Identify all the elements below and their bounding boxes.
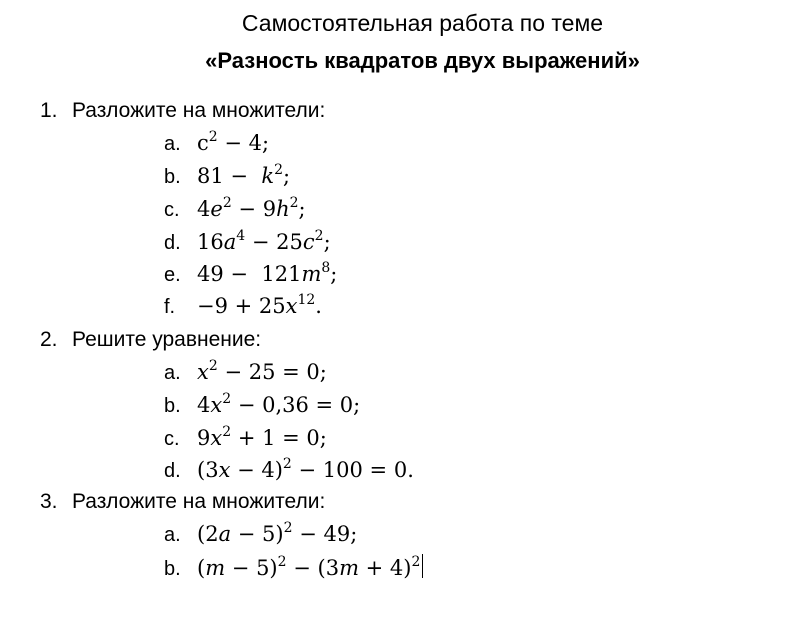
math-expression: $(3x - 4)^2 - 100 = 0$. — [197, 456, 414, 482]
task-2-item-a — [164, 360, 327, 388]
task-2-item-b — [164, 393, 360, 421]
item-label: c. — [164, 199, 180, 221]
item-label: d. — [164, 460, 181, 482]
task-1-item-a — [164, 131, 269, 159]
math-expression: $81 - k^2$; — [197, 162, 291, 188]
task-1-heading — [40, 99, 325, 123]
task-number: 3. — [40, 490, 58, 513]
task-text: Решите уравнение: — [72, 328, 262, 351]
math-expression: $16a^4 - 25c^2$; — [197, 228, 331, 254]
task-2-item-c — [164, 426, 327, 454]
text-cursor — [422, 554, 423, 578]
item-label: b. — [164, 395, 181, 417]
item-label: f. — [164, 296, 176, 318]
math-expression: $(2a - 5)^2 - 49$; — [197, 520, 358, 546]
item-label: b. — [164, 166, 181, 188]
task-3-item-b — [164, 554, 423, 582]
task-2-heading — [40, 328, 261, 352]
item-label: a. — [164, 133, 181, 155]
math-expression: $c^2 - 4$; — [197, 129, 270, 155]
math-expression: $49 - 121m^8$; — [197, 260, 338, 286]
task-3-heading — [40, 490, 325, 514]
item-label: a. — [164, 362, 181, 384]
math-expression: $4x^2 - 0,36 = 0$; — [197, 391, 361, 417]
item-label: b. — [164, 558, 181, 580]
document-title: Самостоятельная работа по теме — [241, 10, 604, 36]
math-expression: $(m - 5)^2 - (3m + 4)^2$ — [197, 554, 421, 580]
math-expression: $4e^2 - 9h^2$; — [197, 195, 306, 221]
task-text: Разложите на множители: — [72, 490, 326, 513]
math-expression: $-9 + 25x^{12}$. — [197, 292, 322, 318]
task-text: Разложите на множители: — [72, 99, 326, 122]
item-label: a. — [164, 524, 181, 546]
task-number: 2. — [40, 328, 58, 351]
task-3-item-a — [164, 522, 357, 550]
task-1-item-e — [164, 262, 337, 290]
task-1-item-d — [164, 230, 331, 258]
item-label: d. — [164, 232, 181, 254]
document-subtitle: «Разность квадратов двух выражений» — [205, 48, 640, 73]
task-number: 1. — [40, 99, 58, 122]
task-1-item-c — [164, 197, 306, 225]
math-expression: $9x^2 + 1 = 0$; — [197, 424, 327, 450]
task-1-item-f — [164, 294, 322, 322]
task-2-item-d — [164, 458, 414, 486]
task-1-item-b — [164, 164, 290, 192]
item-label: c. — [164, 428, 180, 450]
math-expression: $x^2 - 25 = 0$; — [197, 358, 327, 384]
item-label: e. — [164, 264, 181, 286]
